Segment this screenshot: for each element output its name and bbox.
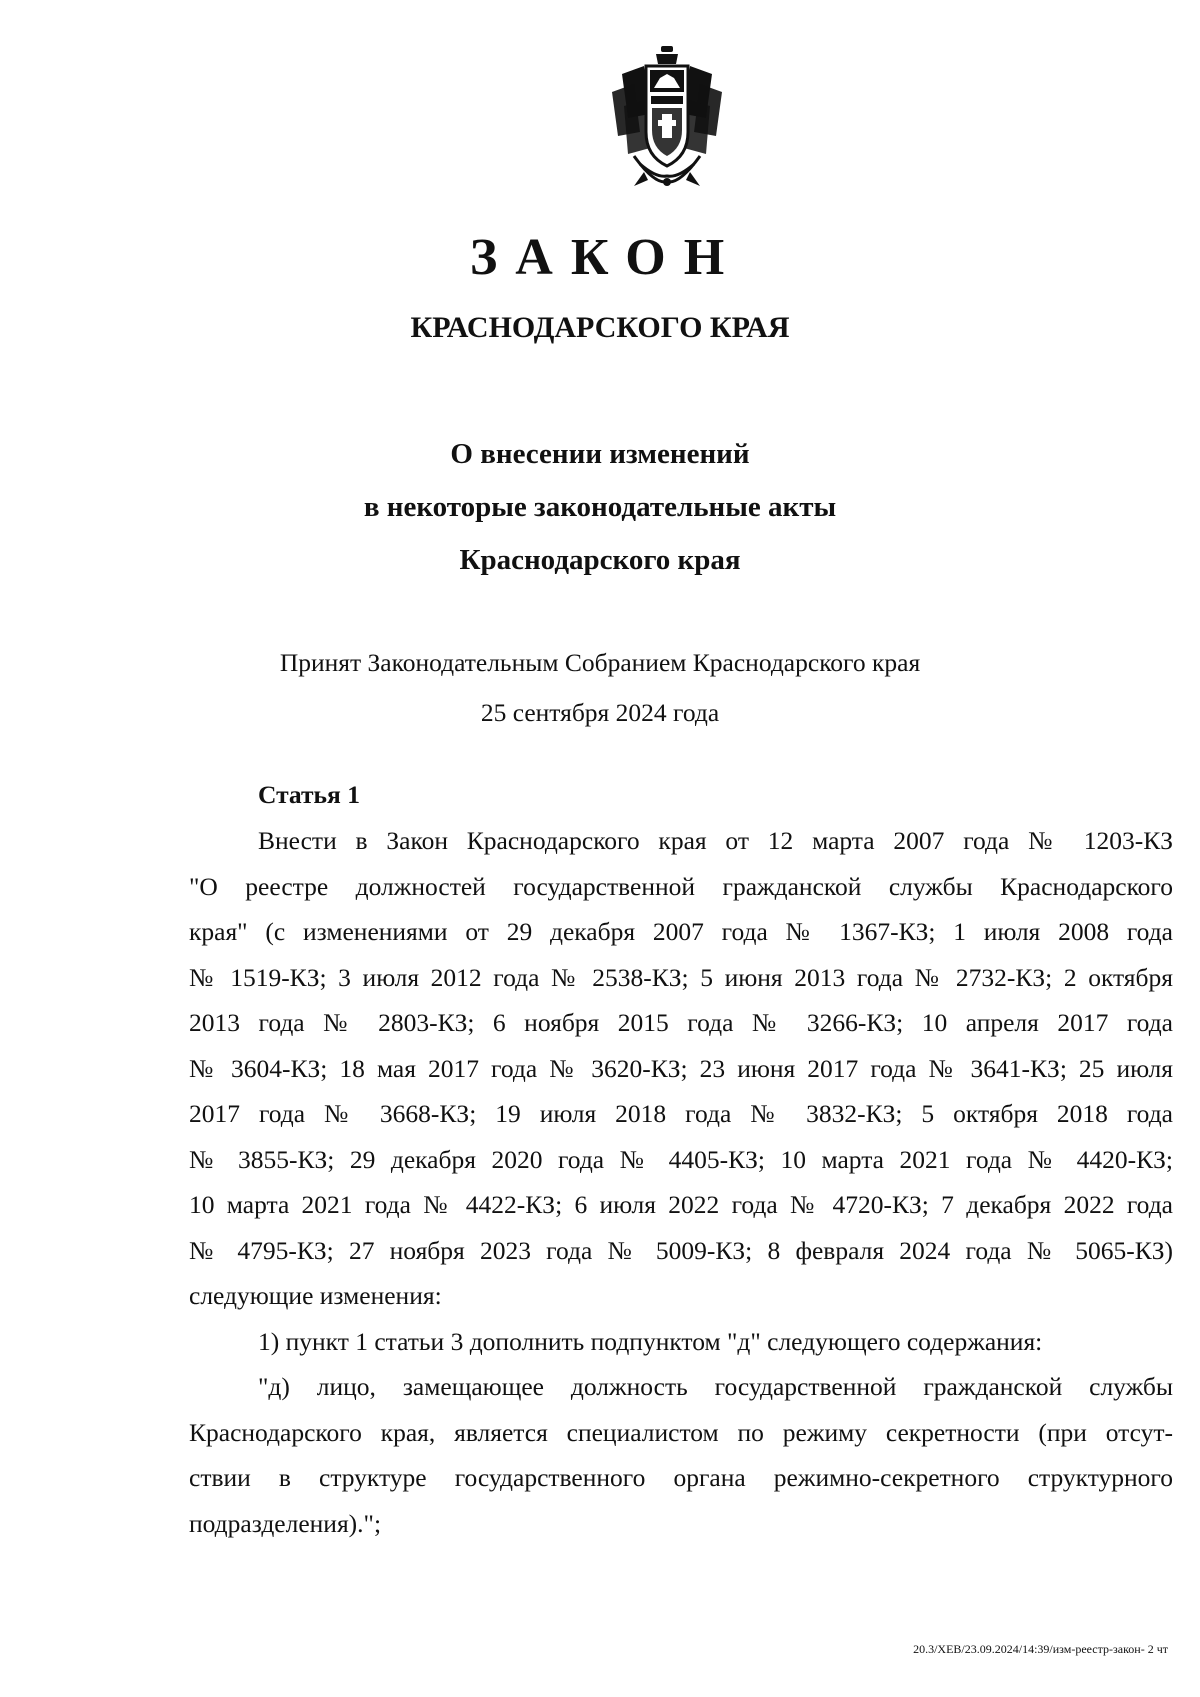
article-line: 10 марта 2021 года № 4422-КЗ; 6 июля 2022 года № 4720-КЗ; 7 декабря 2022 года	[189, 1190, 1173, 1219]
article-quote-line: "д) лицо, замещающее должность государственной гражданской службы	[258, 1372, 1173, 1401]
law-name-line: Краснодарского края	[459, 544, 741, 576]
article-line: Внести в Закон Краснодарского края от 12 марта 2007 года № 1203-КЗ	[258, 826, 1173, 855]
article-body	[189, 818, 1173, 1546]
article-line: 2013 года № 2803-КЗ; 6 ноября 2015 года № 3266-КЗ; 10 апреля 2017 года	[189, 1008, 1173, 1037]
law-name	[0, 428, 1200, 587]
adoption-body: Принят Законодательным Собранием Краснодарского края	[279, 648, 921, 677]
article-quote-line: Краснодарского края, является специалистом по режиму секретности (при отсут-	[189, 1417, 1173, 1447]
document-title: ЗАКОН	[469, 229, 743, 286]
article-line: № 1519-КЗ; 3 июля 2012 года № 2538-КЗ; 5 июня 2013 года № 2732-КЗ; 2 октября	[189, 962, 1173, 992]
article-item: 1) пункт 1 статьи 3 дополнить подпунктом "д" следующего содержания:	[258, 1326, 1043, 1356]
article-line: 2017 года № 3668-КЗ; 19 июля 2018 года № 3832-КЗ; 5 октября 2018 года	[189, 1099, 1173, 1128]
adoption-date: 25 сентября 2024 года	[480, 698, 720, 727]
article-line: края" (с изменениями от 29 декабря 2007 года № 1367-КЗ; 1 июля 2008 года	[189, 917, 1173, 946]
article-quote-line: ствии в структуре государственного органа режимно-секретного структурного	[189, 1463, 1173, 1492]
law-name-line: в некоторые законодательные акты	[363, 491, 837, 523]
article-heading: Статья 1	[258, 780, 360, 809]
document-footer-code: 20.3/ХЕВ/23.09.2024/14:39/изм-реестр-закон- 2 чт	[913, 1642, 1168, 1656]
coat-of-arms-icon	[604, 44, 730, 190]
article-line: "О реестре должностей государственной гражданской службы Краснодарского	[189, 871, 1173, 901]
article-quote-line: подразделения).";	[189, 1508, 382, 1538]
article-line: следующие изменения:	[189, 1281, 442, 1310]
adoption-note	[0, 638, 1200, 738]
document-subtitle: КРАСНОДАРСКОГО КРАЯ	[410, 311, 790, 344]
article-line: № 4795-КЗ; 27 ноября 2023 года № 5009-КЗ; 8 февраля 2024 года № 5065-КЗ)	[189, 1235, 1173, 1265]
article-line: № 3604-КЗ; 18 мая 2017 года № 3620-КЗ; 23 июня 2017 года № 3641-КЗ; 25 июля	[189, 1053, 1173, 1083]
article-line: № 3855-КЗ; 29 декабря 2020 года № 4405-КЗ; 10 марта 2021 года № 4420-КЗ;	[189, 1144, 1173, 1174]
law-name-line: О внесении изменений	[450, 438, 750, 470]
